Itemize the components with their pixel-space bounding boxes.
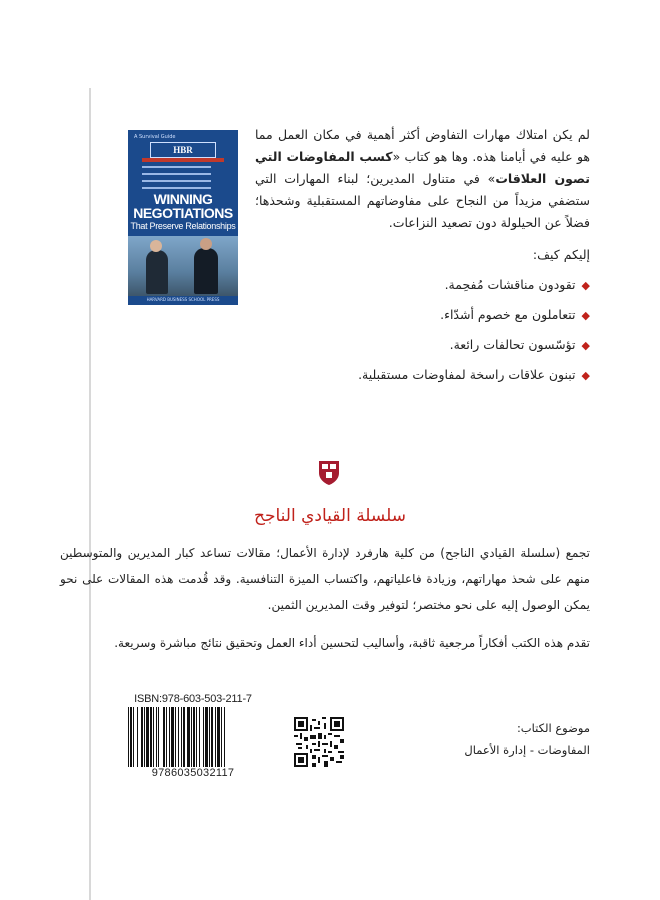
diamond-icon: ◆ [581, 339, 590, 352]
cover-list [142, 166, 228, 194]
intro-paragraph [255, 124, 590, 234]
cover-red-bar [142, 158, 224, 162]
barcode-bar [225, 707, 226, 767]
cover-subtitle: That Preserve Relationships [130, 221, 236, 231]
closing-paragraph: تقدم هذه الكتب أفكاراً مرجعية ثاقبة، وأساليب لتحسين أداء العمل وتحقيق نتائج مباشرة وسريعة. [114, 636, 590, 650]
intro-part2: » في متناول المديرين؛ لبناء المهارات التي ستضفي مزيداً من النجاح على مفاوضاتهم المستقبلية وشحذها؛ فضلاً عن الحيلولة دون تصعيد النزاعات. [255, 171, 590, 230]
qr-code-icon [294, 717, 344, 767]
cover-figure-left [146, 250, 168, 294]
intro-part1: لم يكن امتلاك مهارات التفاوض أكثر أهمية في مكان العمل مما هو عليه في أيامنا هذه. وها هو كتاب « [255, 127, 590, 164]
cover-title: WINNING NEGOTIATIONS [133, 191, 233, 221]
cover-top-text: A Survival Guide [134, 134, 176, 140]
diamond-icon: ◆ [581, 369, 590, 382]
barcode [128, 693, 258, 783]
barcode-number: 9786035032117 [151, 767, 235, 779]
benefit-list [290, 270, 590, 390]
book-subject [390, 717, 590, 761]
subject-value: المفاوضات - إدارة الأعمال [464, 743, 590, 757]
lead-in: إليكم كيف: [532, 247, 590, 262]
subject-label: موضوع الكتاب: [516, 721, 590, 735]
spine-line [89, 88, 91, 900]
diamond-icon: ◆ [581, 309, 590, 322]
cover-figure-right-head [200, 238, 212, 250]
list-item: ◆تؤسّسون تحالفات رائعة. [449, 337, 590, 352]
cover-logo: HBR [150, 142, 216, 158]
intro-book-name: كسب المفاوضات التي تصون العلاقات [255, 149, 590, 186]
book-cover-thumbnail [128, 130, 238, 305]
cover-figure-left-head [150, 240, 162, 252]
series-title: سلسلة القيادي الناجح [254, 506, 406, 526]
barcode-bars [128, 707, 258, 767]
diamond-icon: ◆ [581, 279, 590, 292]
list-item: ◆تتعاملون مع خصوم أشدّاء. [440, 307, 590, 322]
cover-photo [128, 236, 238, 296]
cover-figure-right [194, 248, 218, 294]
series-paragraph: تجمع (سلسلة القيادي الناجح) من كلية هارفرد لإدارة الأعمال؛ مقالات تساعد كبار المديرين والمتوسطين منهم على شحذ مهاراتهم، وزيادة فاعلياتهم، واكتساب الميزة التنافسية. وقد قُدمت هذه المقالات على نحو يمكن الوصول إليه على نحو مختصر؛ لتوفير وقت المديرين الثمين. [60, 546, 590, 612]
isbn-label: ISBN:978-603-503-211-7 [134, 693, 252, 705]
harvard-shield-icon [318, 460, 340, 486]
list-item: ◆تقودون مناقشات مُفحِمة. [444, 277, 590, 292]
list-item: ◆تبنون علاقات راسخة لمفاوضات مستقبلية. [358, 367, 590, 382]
cover-publisher: HARVARD BUSINESS SCHOOL PRESS [146, 297, 220, 302]
